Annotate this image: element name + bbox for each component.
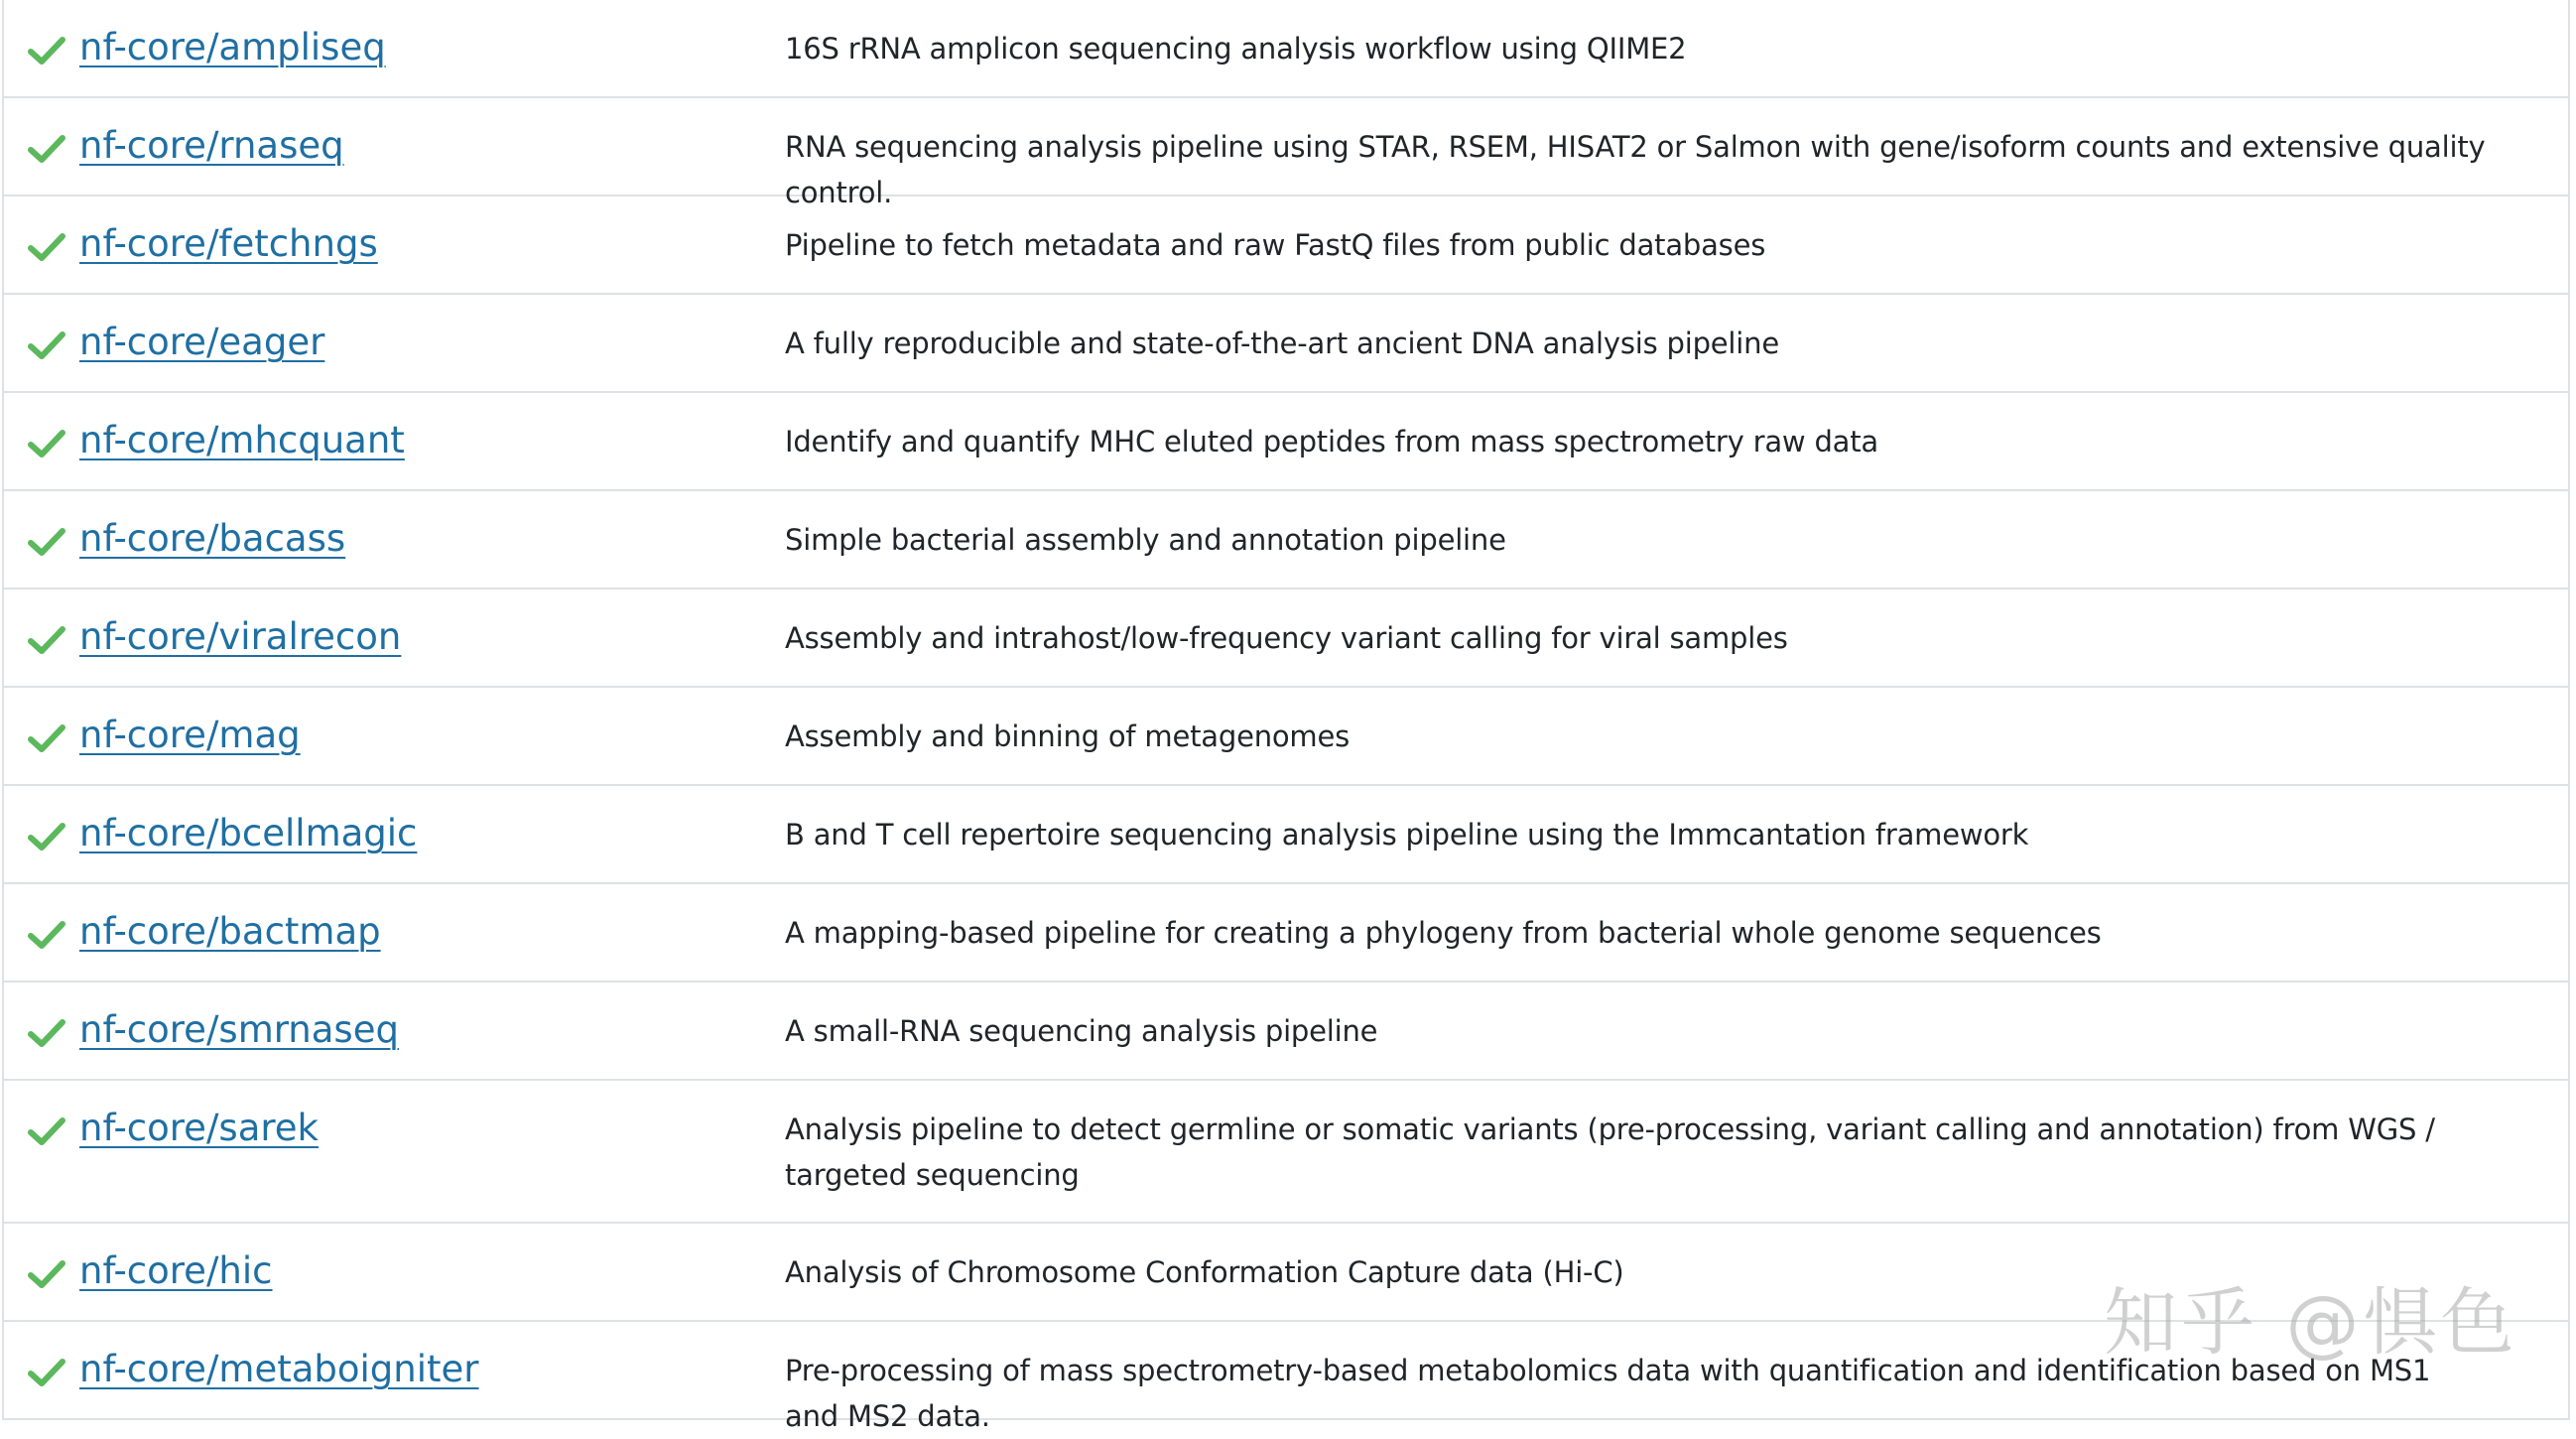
pipeline-description: Analysis of Chromosome Conformation Capture data (Hi-C) [785, 1255, 1624, 1289]
pipeline-link[interactable]: nf-core/viralrecon [79, 615, 402, 658]
pipeline-description: RNA sequencing analysis pipeline using STAR, RSEM, HISAT2 or Salmon with gene/isoform counts and extensive quality control. [785, 130, 2486, 209]
check-icon [28, 134, 65, 164]
check-icon [28, 822, 65, 851]
pipeline-description: Assembly and binning of metagenomes [785, 720, 1351, 753]
check-icon [28, 1259, 65, 1289]
pipeline-description: Assembly and intrahost/low-frequency variant calling for viral samples [785, 621, 1788, 655]
check-icon [28, 1358, 65, 1387]
check-icon [28, 232, 65, 262]
table-row [4, 1224, 2568, 1322]
pipeline-description: A small-RNA sequencing analysis pipeline [785, 1014, 1378, 1048]
watermark: 知乎 @惧色 [2104, 1280, 2518, 1366]
check-icon [28, 527, 65, 557]
pipeline-link[interactable]: nf-core/mhcquant [79, 419, 405, 461]
pipeline-table [2, 0, 2570, 1433]
check-icon [28, 1018, 65, 1048]
check-icon [28, 36, 65, 65]
table-row [4, 393, 2568, 491]
pipeline-link[interactable]: nf-core/sarek [79, 1107, 319, 1149]
table-row [4, 1322, 2568, 1433]
pipeline-link[interactable]: nf-core/bcellmagic [79, 812, 418, 854]
table-row [4, 1081, 2568, 1224]
pipeline-description: A fully reproducible and state-of-the-art ancient DNA analysis pipeline [785, 327, 1779, 360]
table-row [4, 786, 2568, 884]
check-icon [28, 1116, 65, 1146]
table-row [4, 295, 2568, 393]
table-row [4, 0, 2568, 98]
table-row [4, 688, 2568, 786]
pipeline-description: 16S rRNA amplicon sequencing analysis workflow using QIIME2 [785, 32, 1687, 65]
pipeline-link[interactable]: nf-core/bactmap [79, 910, 381, 953]
table-row [4, 589, 2568, 688]
pipeline-link[interactable]: nf-core/eager [79, 321, 325, 363]
table-row [4, 196, 2568, 295]
pipeline-description: Analysis pipeline to detect germline or somatic variants (pre-processing, variant calling and annotation) from WGS / targeted sequencing [785, 1112, 2435, 1192]
pipeline-description: B and T cell repertoire sequencing analysis pipeline using the Immcantation framework [785, 818, 2029, 851]
check-icon [28, 723, 65, 753]
pipeline-link[interactable]: nf-core/ampliseq [79, 26, 386, 68]
table-row [4, 982, 2568, 1081]
pipeline-description: A mapping-based pipeline for creating a phylogeny from bacterial whole genome sequences [785, 916, 2102, 950]
pipeline-description: Pipeline to fetch metadata and raw FastQ files from public databases [785, 228, 1766, 262]
pipeline-link[interactable]: nf-core/fetchngs [79, 222, 378, 265]
table-row [4, 491, 2568, 589]
pipeline-description: Simple bacterial assembly and annotation pipeline [785, 523, 1506, 557]
check-icon [28, 625, 65, 655]
pipeline-description: Identify and quantify MHC eluted peptides from mass spectrometry raw data [785, 425, 1878, 458]
pipeline-link[interactable]: nf-core/hic [79, 1249, 273, 1292]
check-icon [28, 429, 65, 458]
check-icon [28, 330, 65, 360]
pipeline-link[interactable]: nf-core/bacass [79, 517, 346, 560]
pipeline-link[interactable]: nf-core/rnaseq [79, 124, 344, 167]
pipeline-link[interactable]: nf-core/mag [79, 714, 301, 756]
pipeline-link[interactable]: nf-core/metaboigniter [79, 1348, 479, 1390]
check-icon [28, 920, 65, 950]
table-row [4, 98, 2568, 209]
table-row [4, 884, 2568, 982]
pipeline-link[interactable]: nf-core/smrnaseq [79, 1008, 399, 1051]
pipeline-description: Pre-processing of mass spectrometry-based metabolomics data with quantification and identification based on MS1 and MS2 data. [785, 1354, 2431, 1433]
